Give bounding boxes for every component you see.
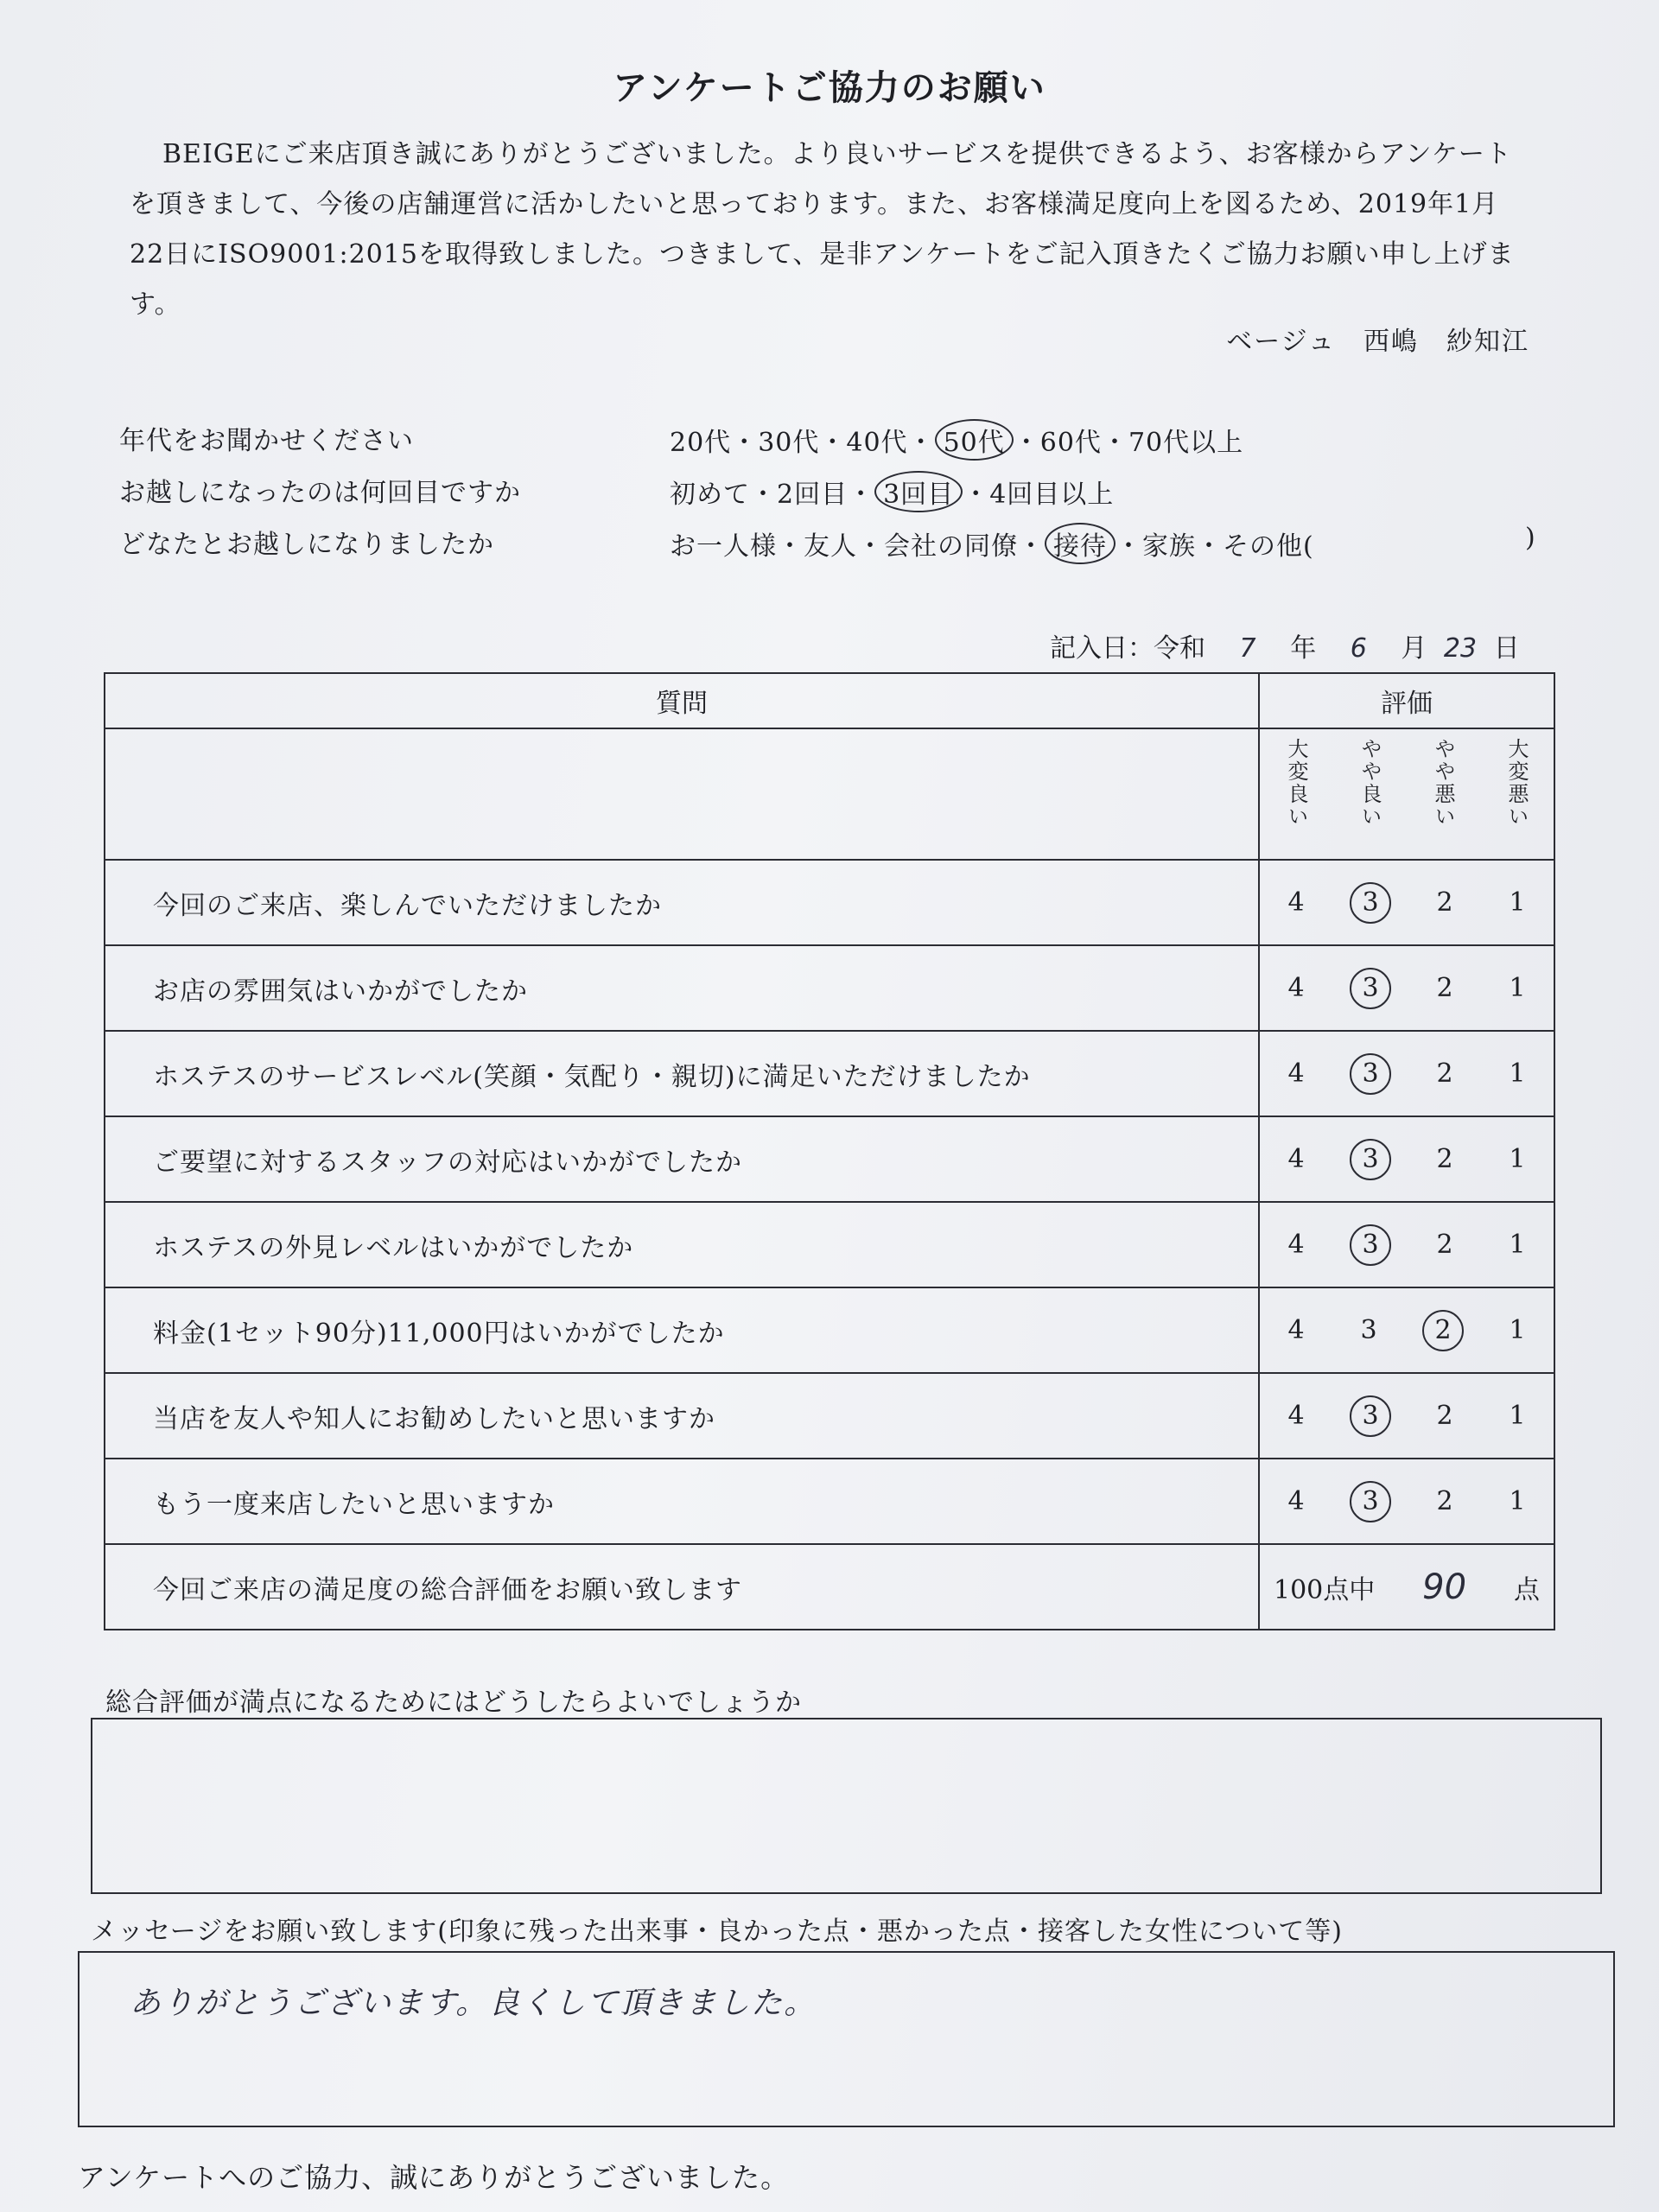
option-separator: ・ [1013,428,1040,458]
age-options [670,419,1243,461]
rating-option: 1 [1509,1058,1526,1089]
rating-option: 1 [1509,887,1526,918]
option-item: 接待 [1045,523,1116,564]
age-question-label: 年代をお聞かせください [119,426,414,456]
option-separator: ・ [857,531,884,562]
rating-option: 3 [1360,1315,1377,1345]
total-prefix: 100点中 [1274,1574,1376,1605]
improve-label: 総合評価が満点になるためにはどうしたらよいでしょうか [105,1688,802,1718]
rating-cell [1259,860,1554,945]
rating-option: 3 [1350,1139,1391,1180]
option-item: 友人 [804,531,857,562]
message-text: ありがとうございます。良くして頂きました。 [130,1986,817,2021]
option-item: その他( [1223,531,1314,562]
scale-spacer [105,728,1259,860]
improve-box [91,1718,1602,1894]
entry-date [1050,626,1520,664]
table-row [105,1116,1554,1202]
rating-option: 2 [1422,1310,1464,1351]
rating-option: 4 [1287,1144,1305,1174]
rating-option: 3 [1350,1053,1391,1095]
rating-option: 3 [1350,1395,1391,1437]
table-row [105,945,1554,1031]
rating-cell [1259,1031,1554,1116]
rating-option: 1 [1509,973,1526,1003]
option-item: お一人様 [670,531,777,562]
rating-option: 2 [1436,1230,1453,1260]
date-prefix: 記入日：令和 [1050,633,1205,664]
companion-question-label: どなたとお越しになりましたか [119,530,494,560]
rating-option: 4 [1287,1401,1305,1431]
rating-option: 2 [1436,1144,1453,1174]
signature: ベージュ 西嶋 紗知江 [1226,327,1529,357]
question-text: ご要望に対するスタッフの対応はいかがでしたか [105,1116,1259,1202]
option-item: 70代以上 [1128,428,1244,458]
rating-option: 3 [1350,1481,1391,1522]
table-row [105,1459,1554,1544]
option-item: 60代 [1039,428,1102,458]
message-label: メッセージをお願い致します(印象に残った出来事・良かった点・悪かった点・接客した女性について等) [91,1916,1344,1947]
question-text: お店の雰囲気はいかがでしたか [105,945,1259,1031]
scale-somewhat-bad: やや悪い [1431,738,1455,828]
date-year-unit: 年 [1290,633,1317,664]
rating-option: 2 [1436,1401,1453,1431]
option-separator: ・ [819,428,847,458]
footer-thanks: アンケートへのご協力、誠にありがとうございました。 [78,2161,790,2194]
rating-option: 4 [1287,973,1305,1003]
option-separator: ・ [907,428,935,458]
rating-option: 3 [1350,968,1391,1009]
question-text: 今回のご来店、楽しんでいただけましたか [105,860,1259,945]
rating-option: 1 [1509,1230,1526,1260]
question-text: 当店を友人や知人にお勧めしたいと思いますか [105,1373,1259,1459]
rating-option: 4 [1287,887,1305,918]
total-score-cell [1259,1544,1554,1630]
question-text: ホステスのサービスレベル(笑顔・気配り・親切)に満足いただけましたか [105,1031,1259,1116]
rating-option: 2 [1436,1486,1453,1516]
rating-cell [1259,1459,1554,1544]
rating-option: 3 [1350,882,1391,924]
rating-cell [1259,1287,1554,1373]
option-item: 20代 [670,428,732,458]
scale-header [1259,728,1554,860]
header-rating: 評価 [1259,673,1554,728]
rating-option: 3 [1350,1224,1391,1266]
option-separator: ・ [750,480,777,510]
scale-very-bad: 大変悪い [1504,738,1529,828]
table-row [105,1373,1554,1459]
rating-option: 4 [1287,1058,1305,1089]
rating-option: 2 [1436,1058,1453,1089]
total-question: 今回ご来店の満足度の総合評価をお願い致します [105,1544,1259,1630]
rating-option: 1 [1509,1401,1526,1431]
option-separator: ・ [848,480,875,510]
survey-table [104,672,1555,1630]
message-box [78,1951,1615,2127]
option-separator: ・ [963,480,990,510]
table-row [105,860,1554,945]
rating-option: 4 [1287,1230,1305,1260]
date-month: 6 [1350,633,1367,664]
question-text: 料金(1セット90分)11,000円はいかがでしたか [105,1287,1259,1373]
total-score: 90 [1422,1567,1467,1607]
date-day-unit: 日 [1493,633,1520,664]
option-item: 40代 [846,428,908,458]
visit-count-options [670,471,1114,512]
option-separator: ・ [777,531,804,562]
rating-option: 1 [1509,1315,1526,1345]
rating-option: 4 [1287,1486,1305,1516]
page-title: アンケートご協力のお願い [613,67,1046,108]
companion-close-paren: ) [1525,523,1535,553]
rating-option: 4 [1287,1315,1305,1345]
companion-options [670,523,1314,564]
scale-somewhat-good: やや良い [1357,738,1382,828]
rating-cell [1259,945,1554,1031]
rating-option: 1 [1509,1486,1526,1516]
option-separator: ・ [1116,531,1142,562]
option-separator: ・ [731,428,759,458]
total-suffix: 点 [1513,1574,1540,1605]
header-question: 質問 [105,673,1259,728]
date-day: 23 [1443,633,1478,664]
option-item: 4回目以上 [989,480,1115,510]
option-item: 50代 [935,419,1014,461]
question-text: ホステスの外見レベルはいかがでしたか [105,1202,1259,1287]
option-separator: ・ [1196,531,1223,562]
rating-cell [1259,1202,1554,1287]
date-month-unit: 月 [1401,633,1427,664]
table-row [105,1031,1554,1116]
visit-count-question-label: お越しになったのは何回目ですか [119,478,521,508]
option-item: 2回目 [777,480,849,510]
option-separator: ・ [1101,428,1128,458]
date-year: 7 [1239,633,1256,664]
option-item: 会社の同僚 [884,531,1018,562]
option-item: 家族 [1142,531,1196,562]
option-item: 30代 [758,428,820,458]
option-item: 初めて [670,480,750,510]
table-row [105,1202,1554,1287]
rating-cell [1259,1116,1554,1202]
rating-option: 1 [1509,1144,1526,1174]
option-item: 3回目 [874,471,963,512]
rating-cell [1259,1373,1554,1459]
table-row [105,1287,1554,1373]
rating-option: 2 [1436,887,1453,918]
rating-option: 2 [1436,973,1453,1003]
scale-very-good: 大変良い [1284,738,1308,828]
question-text: もう一度来店したいと思いますか [105,1459,1259,1544]
option-separator: ・ [1018,531,1045,562]
intro-paragraph: BEIGEにご来店頂き誠にありがとうございました。より良いサービスを提供できるよう、お客様からアンケートを頂きまして、今後の店舗運営に活かしたいと思っております。また、お客様満足度向上を図るため、2019年1月22日にISO9001:2015を取得致しました。つきまして、是非アンケートをご記入頂きたくご協力お願い申し上げます。 [130,139,1515,320]
